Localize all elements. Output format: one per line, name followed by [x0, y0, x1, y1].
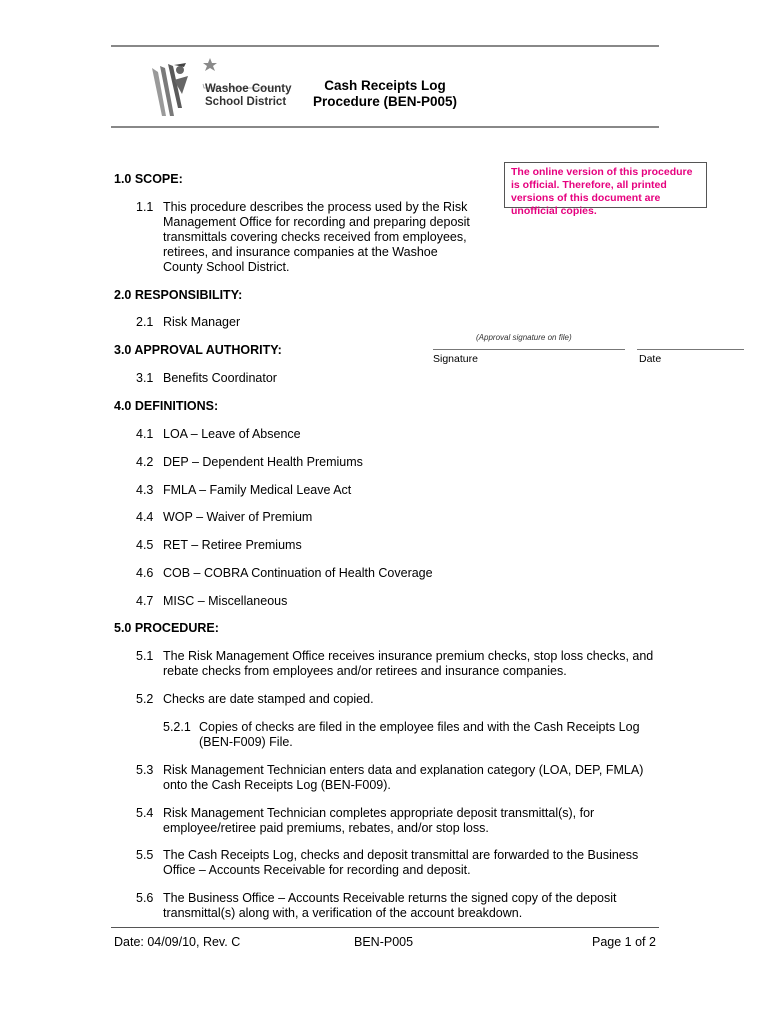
date-label: Date: [639, 353, 662, 365]
responsibility-item-number: 2.1: [136, 315, 154, 329]
definition-number: 4.1: [136, 427, 154, 441]
definition-number: 4.6: [136, 566, 154, 580]
section-responsibility-heading: 2.0 RESPONSIBILITY:: [114, 288, 243, 302]
logo-line-2: School District: [205, 96, 287, 108]
procedure-substep-text: Copies of checks are filed in the employee files and with the Cash Receipts Log (BEN-F009) File.: [199, 720, 640, 749]
definition-number: 4.4: [136, 510, 154, 524]
signature-label: Signature: [433, 353, 478, 365]
procedure-step-text: The Business Office – Accounts Receivable returns the signed copy of the deposit transmittal(s) along with, a verification of the account breakdown.: [163, 891, 617, 920]
definition-number: 4.3: [136, 483, 154, 497]
definition-text: RET – Retiree Premiums: [163, 538, 302, 552]
definition-text: FMLA – Family Medical Leave Act: [163, 483, 352, 497]
procedure-step-text: The Cash Receipts Log, checks and deposit transmittal are forwarded to the Business Office – Accounts Receivable for recording and deposit.: [163, 848, 639, 877]
definition-text: DEP – Dependent Health Premiums: [163, 455, 363, 469]
logo-wordmark: [205, 83, 291, 109]
procedure-step-number: 5.2: [136, 692, 154, 706]
procedure-step-number: 5.4: [136, 806, 154, 820]
definition-text: WOP – Waiver of Premium: [163, 510, 313, 524]
definition-number: 4.7: [136, 594, 154, 608]
procedure-step-text: The Risk Management Office receives insurance premium checks, stop loss checks, and rebate checks from employees and/or retirees and insurance companies.: [163, 649, 654, 678]
procedure-step-text: Risk Management Technician completes appropriate deposit transmittal(s), for employee/retiree paid premiums, rebates, and/or stop loss.: [163, 806, 595, 835]
footer-page-number: Page 1 of 2: [592, 935, 656, 949]
procedure-step-number: 5.3: [136, 763, 154, 777]
section-scope-heading: 1.0 SCOPE:: [114, 172, 183, 186]
responsibility-item-text: Risk Manager: [163, 315, 241, 329]
approval-signature-note: (Approval signature on file): [476, 333, 572, 342]
section-definitions-heading: 4.0 DEFINITIONS:: [114, 399, 219, 413]
signature-line: [433, 349, 625, 350]
online-version-notice: The online version of this procedure is official. Therefore, all printed versions of this document are unofficial copies.: [504, 162, 707, 208]
definition-text: MISC – Miscellaneous: [163, 594, 288, 608]
logo-line-1: Washoe County: [205, 83, 292, 95]
header-top-rule: [111, 45, 659, 47]
document-title: [305, 78, 465, 110]
approval-item-text: Benefits Coordinator: [163, 371, 277, 385]
section-procedure-heading: 5.0 PROCEDURE:: [114, 621, 219, 635]
procedure-substep-number: 5.2.1: [163, 720, 191, 734]
definition-number: 4.2: [136, 455, 154, 469]
footer-rule: [111, 927, 659, 928]
title-line-1: Cash Receipts Log: [324, 78, 446, 93]
procedure-step-text: Risk Management Technician enters data and explanation category (LOA, DEP, FMLA) onto the Cash Receipts Log (BEN-F009).: [163, 763, 644, 792]
definition-text: COB – COBRA Continuation of Health Coverage: [163, 566, 433, 580]
scope-item-text: This procedure describes the process used by the Risk Management Office for recording and preparing deposit transmittals covering checks received from employees, retirees, and insurance companies at the Washoe County School District.: [163, 200, 470, 274]
procedure-step-number: 5.5: [136, 848, 154, 862]
procedure-step-number: 5.6: [136, 891, 154, 905]
title-line-2: Procedure (BEN-P005): [312, 94, 458, 109]
footer-date-revision: Date: 04/09/10, Rev. C: [114, 935, 241, 949]
procedure-step-number: 5.1: [136, 649, 154, 663]
procedure-step-text: Checks are date stamped and copied.: [163, 692, 374, 706]
header-bottom-rule: [111, 126, 659, 128]
footer-document-code: BEN-P005: [354, 935, 414, 949]
definition-text: LOA – Leave of Absence: [163, 427, 301, 441]
definition-number: 4.5: [136, 538, 154, 552]
date-line: [637, 349, 744, 350]
scope-item-number: 1.1: [136, 200, 154, 214]
section-approval-heading: 3.0 APPROVAL AUTHORITY:: [114, 343, 282, 357]
approval-item-number: 3.1: [136, 371, 154, 385]
